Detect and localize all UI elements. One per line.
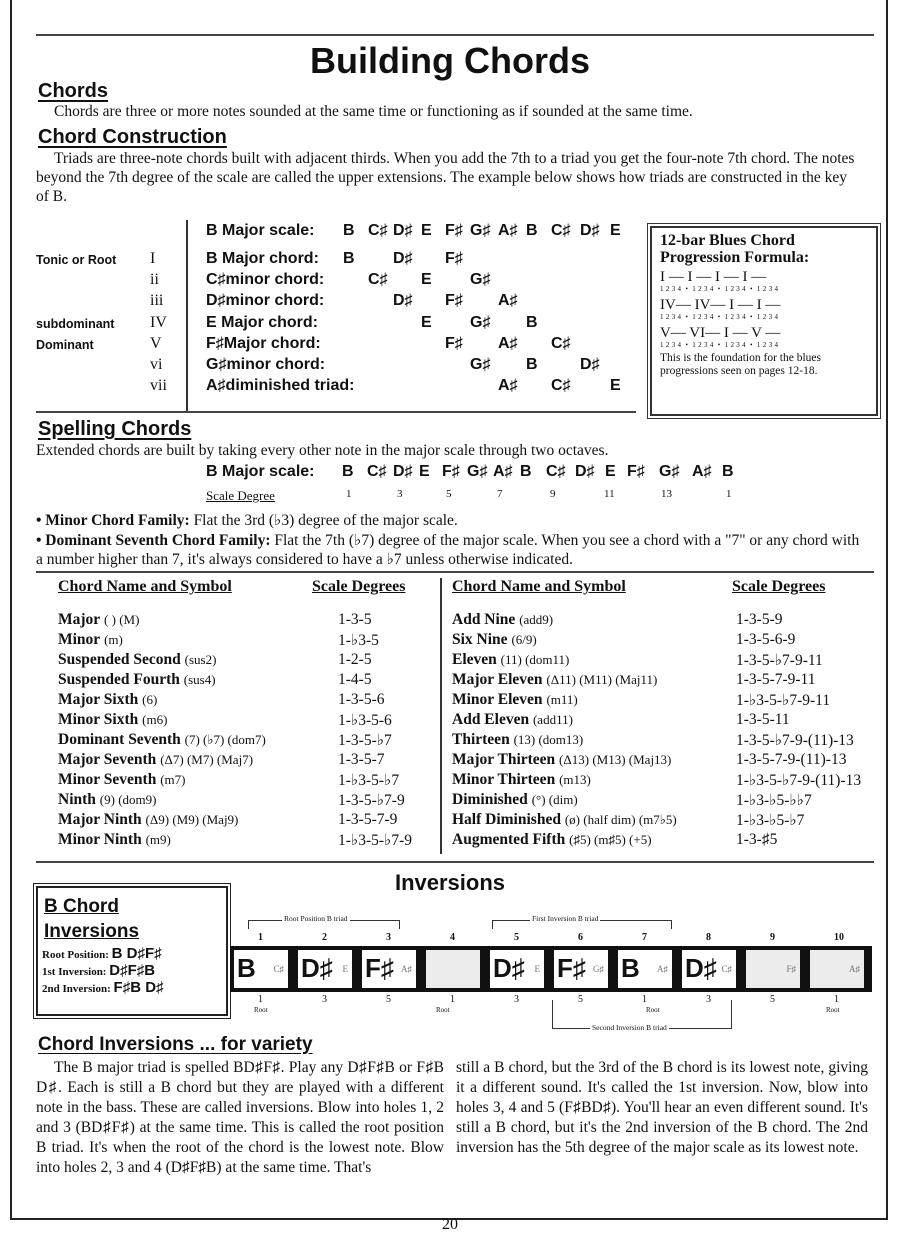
triad-note: A♯ (498, 335, 518, 352)
chord-degrees: 1-3-5-6-9 (736, 631, 796, 648)
chord-symbol: (m9) (145, 832, 171, 847)
chord-degrees: 1-3-5-7-9 (338, 811, 398, 828)
triad-note: G♯ (470, 314, 491, 331)
scale-note: C♯ (368, 222, 388, 239)
chord-symbol: (m6) (142, 712, 168, 727)
chord-row (58, 751, 253, 771)
spelling-scale-note: D♯ (393, 463, 413, 480)
chord-degrees: 1-♭3-5-♭7-9-(11)-13 (736, 772, 862, 789)
chord-row (452, 811, 677, 831)
scale-degree-label: Scale Degree (206, 488, 275, 503)
chord-degrees: 1-♭3-♭5-♭7 (736, 812, 805, 829)
construction-heading: Chord Construction (38, 126, 227, 148)
hole-draw-note: A♯ (401, 964, 412, 974)
chord-degrees: 1-3-5-♭7-9-11 (736, 652, 823, 669)
top-rule (36, 34, 874, 36)
construction-text: Triads are three-note chords built with adjacent thirds. When you add the 7th to a triad you get the four-note 7th chord. The notes beyond the 7th degree of the scale are called the upper extensions. The example below shows how triads are constructed in the key of B. (36, 150, 855, 205)
chord-name: Eleven (452, 651, 497, 668)
chord-row (58, 611, 139, 631)
hole-number: 8 (706, 932, 711, 943)
inversions-box-title-2: Inversions (44, 921, 140, 942)
chord-symbol: (m7) (160, 772, 186, 787)
root-marker: Root (436, 1006, 450, 1014)
chord-name: Major Eleven (452, 671, 543, 688)
chord-name: Add Nine (452, 611, 516, 628)
triad-note: D♯ (393, 250, 413, 267)
chord-name: Augmented Fifth (452, 831, 566, 848)
blues-row: IV— IV— I — I — (660, 297, 781, 313)
triad-chord-name: B Major chord: (206, 250, 319, 267)
triad-row-vi (36, 356, 636, 378)
chord-name: Minor Sixth (58, 711, 139, 728)
harmonica-hole (426, 950, 480, 988)
triad-note: B (526, 356, 538, 373)
harmonica-hole (746, 950, 800, 988)
chord-symbol: (13) (dom13) (513, 732, 584, 747)
variety-column-2: still a B chord, but the 3rd of the B chord is its lowest note, giving it a different sound. It's called the 1st inversion. Now, blow into holes 3, 4 and 5 (F♯BD♯). You'll hear an even different sound. It's still a B chord, but it's the 2nd inversion of the B chord. The 2nd inversion has the 5th degree of the major scale as its lowest note. (456, 1059, 868, 1156)
chord-symbol: ( ) (M) (104, 612, 140, 627)
chord-degrees: 1-3-5-7 (338, 751, 385, 768)
scale-degree: 1 (726, 488, 732, 500)
chord-symbol: (6/9) (511, 632, 537, 647)
chord-degrees: 1-3-♯5 (736, 831, 778, 848)
chords-heading: Chords (38, 80, 108, 102)
spelling-scale-note: E (419, 463, 430, 480)
spelling-scale-note: F♯ (627, 463, 645, 480)
chord-symbol: (7) (♭7) (dom7) (184, 732, 266, 747)
chord-row (58, 691, 157, 711)
triad-row-vii (36, 377, 636, 399)
hole-draw-note: C♯ (721, 964, 732, 974)
blues-formula-box (650, 226, 878, 416)
hole-blow-note: B (237, 953, 256, 983)
chord-symbol: (sus2) (184, 652, 217, 667)
spelling-scale-note: A♯ (692, 463, 712, 480)
triad-note: A♯ (498, 292, 518, 309)
scale-degree: 11 (604, 488, 615, 500)
harmonica-hole (234, 950, 288, 988)
triad-note: C♯ (551, 335, 571, 352)
hole-number: 1 (258, 932, 263, 943)
harmonica-hole (682, 950, 736, 988)
chord-name: Six Nine (452, 631, 508, 648)
chord-name: Minor (58, 631, 101, 648)
hole-number: 10 (834, 932, 844, 943)
triad-note: D♯ (393, 292, 413, 309)
scale-note: E (610, 222, 621, 239)
chord-row (58, 731, 266, 751)
chord-symbol: (Δ9) (M9) (Maj9) (145, 812, 239, 827)
scale-note: A♯ (498, 222, 518, 239)
triad-note: D♯ (580, 356, 600, 373)
hole-draw-note: A♯ (657, 964, 668, 974)
chord-degrees: 1-3-5-9 (736, 611, 783, 628)
chord-degrees: 1-♭3-5-♭7-9 (338, 832, 413, 849)
spelling-scale-label: B Major scale: (206, 463, 315, 480)
chord-row (452, 751, 671, 771)
triad-bottom-rule (36, 411, 636, 413)
hole-blow-note: D♯ (685, 953, 717, 983)
spelling-scale-note: D♯ (575, 463, 595, 480)
scale-note: D♯ (393, 222, 413, 239)
second-inversion-notes: F♯B D♯ (113, 979, 164, 996)
chord-degrees: 1-3-5-6 (338, 691, 385, 708)
first-inversion-row (42, 963, 226, 980)
chord-name: Minor Thirteen (452, 771, 556, 788)
hole-degree: 5 (770, 994, 775, 1005)
hole-degree: 5 (578, 994, 583, 1005)
chord-name: Major Sixth (58, 691, 139, 708)
hole-degree: 3 (706, 994, 711, 1005)
chord-row (58, 791, 156, 811)
second-inversion-row (42, 980, 226, 997)
scale-note: G♯ (470, 222, 491, 239)
chord-symbol: (add9) (519, 612, 554, 627)
hole-draw-note: F♯ (786, 964, 796, 974)
chord-name: Suspended Second (58, 651, 181, 668)
second-inversion-bracket-label: Second Inversion B triad (592, 1023, 667, 1032)
chord-name: Add Eleven (452, 711, 530, 728)
triad-numeral: I (150, 250, 156, 267)
chord-name: Dominant Seventh (58, 731, 181, 748)
chord-symbol: (m) (104, 632, 123, 647)
spelling-scale-note: B (342, 463, 354, 480)
chord-degrees: 1-3-5 (338, 611, 372, 628)
spelling-scale-note: C♯ (546, 463, 566, 480)
hole-degree: 3 (322, 994, 327, 1005)
harmonica-hole (554, 950, 608, 988)
hole-degree: 1 (450, 994, 455, 1005)
hole-blow-note: F♯ (365, 953, 394, 983)
triad-function-label: Dominant (36, 338, 94, 352)
scale-degree: 9 (550, 488, 556, 500)
right-header-name: Chord Name and Symbol (452, 578, 626, 595)
chord-row (452, 831, 652, 851)
minor-family-line (36, 511, 866, 530)
chord-name: Minor Seventh (58, 771, 157, 788)
blues-count: 1 2 3 4 • 1 2 3 4 • 1 2 3 4 • 1 2 3 4 (660, 313, 779, 321)
triad-row-iv (36, 314, 636, 336)
root-marker: Root (826, 1006, 840, 1014)
hole-draw-note: E (534, 964, 540, 974)
scale-row (36, 222, 636, 244)
dominant-family-line (36, 531, 866, 569)
chord-row (452, 631, 537, 651)
hole-draw-note: A♯ (849, 964, 860, 974)
triad-row-v (36, 335, 636, 357)
triad-chord-name: D♯minor chord: (206, 292, 325, 309)
chord-row (58, 631, 123, 651)
root-position-notes: B D♯F♯ (111, 945, 162, 962)
first-inversion-label: 1st Inversion: (42, 966, 107, 978)
chord-symbol: (Δ13) (M13) (Maj13) (559, 752, 672, 767)
chord-degrees: 1-3-5-7-9-(11)-13 (736, 751, 847, 768)
hole-degree: 1 (642, 994, 647, 1005)
page-title: Building Chords (310, 40, 590, 81)
hole-number: 7 (642, 932, 647, 943)
triad-note: G♯ (470, 271, 491, 288)
blues-count: 1 2 3 4 • 1 2 3 4 • 1 2 3 4 • 1 2 3 4 (660, 341, 779, 349)
chord-degrees: 1-3-5-♭7 (338, 732, 392, 749)
triad-note: A♯ (498, 377, 518, 394)
scale-degree: 3 (397, 488, 403, 500)
b-chord-inversions-box (36, 886, 228, 1016)
left-header-degrees: Scale Degrees (312, 578, 406, 595)
chord-symbol: (9) (dom9) (99, 792, 157, 807)
chord-row (58, 771, 185, 791)
chord-degrees: 1-3-5-7-9-11 (736, 671, 816, 688)
spelling-scale-note: A♯ (493, 463, 513, 480)
triad-note: C♯ (551, 377, 571, 394)
chord-degrees: 1-♭3-5 (338, 632, 379, 649)
triad-chord-name: G♯minor chord: (206, 356, 326, 373)
chord-symbol: (11) (dom11) (500, 652, 570, 667)
chord-symbol: (♯5) (m♯5) (+5) (569, 832, 652, 847)
triad-note: F♯ (445, 335, 463, 352)
right-header-degrees: Scale Degrees (732, 578, 826, 595)
spelling-scale-note: G♯ (467, 463, 488, 480)
scale-degree: 7 (497, 488, 503, 500)
triad-chord-name: F♯Major chord: (206, 335, 321, 352)
harmonica-hole (810, 950, 864, 988)
chord-degrees: 1-♭3-♭5-♭♭7 (736, 792, 812, 809)
harmonica-hole (490, 950, 544, 988)
triad-numeral: iii (150, 292, 164, 309)
chord-symbol: (Δ7) (M7) (Maj7) (160, 752, 254, 767)
chord-row (58, 831, 171, 851)
triad-note: E (421, 271, 432, 288)
minor-family-text: Flat the 3rd (♭3) degree of the major scale. (193, 512, 458, 529)
triad-chord-name: E Major chord: (206, 314, 319, 331)
chords-text: Chords are three or more notes sounded at the same time or functioning as if sounded at the same time. (54, 103, 693, 120)
chord-degrees: 1-♭3-5-6 (338, 712, 392, 729)
chord-degrees: 1-3-5-♭7-9 (338, 792, 405, 809)
scale-note: B (343, 222, 355, 239)
inversions-rule (36, 861, 874, 863)
root-marker: Root (646, 1006, 660, 1014)
spelling-text: Extended chords are built by taking every other note in the major scale through two octaves. (36, 442, 609, 459)
spelling-scale-note: E (605, 463, 616, 480)
chord-name: Major Ninth (58, 811, 142, 828)
scale-note: E (421, 222, 432, 239)
scale-note: C♯ (551, 222, 571, 239)
triad-note: E (610, 377, 621, 394)
triad-chord-name: C♯minor chord: (206, 271, 325, 288)
dominant-family-text: Flat the 7th (♭7) degree of the major scale. When you see a chord with a "7" or any chord with a number higher than 7, it's always considered to have a ♭7 unless otherwise indicated. (36, 532, 860, 568)
blues-row: I — I — I — I — (660, 269, 767, 285)
triad-numeral: vi (150, 356, 163, 373)
variety-heading: Chord Inversions ... for variety (38, 1034, 313, 1055)
chord-degrees: 1-♭3-5-♭7 (338, 772, 400, 789)
chord-row (452, 731, 583, 751)
hole-number: 2 (322, 932, 327, 943)
root-marker: Root (254, 1006, 268, 1014)
harmonica-diagram (230, 946, 872, 992)
chord-row (452, 711, 573, 731)
chord-row (58, 711, 167, 731)
chord-name: Major Thirteen (452, 751, 556, 768)
chord-name: Ninth (58, 791, 96, 808)
triad-row-i (36, 250, 636, 272)
chord-symbol: (m11) (546, 692, 578, 707)
hole-number: 9 (770, 932, 775, 943)
chord-symbol: (6) (142, 692, 158, 707)
chord-symbol: (°) (dim) (531, 792, 578, 807)
chord-row (452, 791, 578, 811)
chord-symbol: (sus4) (183, 672, 216, 687)
triad-note: G♯ (470, 356, 491, 373)
hole-draw-note: E (342, 964, 348, 974)
triad-numeral: IV (150, 314, 167, 331)
root-position-bracket-label: Root Position B triad (284, 914, 348, 923)
spelling-scale-note: C♯ (367, 463, 387, 480)
chord-degrees: 1-3-5-11 (736, 711, 790, 728)
scale-degree: 1 (346, 488, 352, 500)
inversions-box-title (44, 894, 226, 944)
chord-symbol: (ø) (half dim) (m7♭5) (564, 812, 677, 827)
hole-number: 5 (514, 932, 519, 943)
inversions-heading: Inversions (394, 870, 506, 895)
chord-degrees: 1-4-5 (338, 671, 372, 688)
scale-degree: 5 (446, 488, 452, 500)
triad-function-label: subdominant (36, 317, 115, 331)
triad-note: B (343, 250, 355, 267)
scale-label: B Major scale: (206, 222, 315, 239)
hole-blow-note: D♯ (301, 953, 333, 983)
inversions-box-title-1: B Chord (44, 896, 119, 917)
chord-row (452, 611, 553, 631)
triad-row-iii (36, 292, 636, 314)
chord-name: Thirteen (452, 731, 510, 748)
triad-numeral: ii (150, 271, 159, 288)
scale-note: D♯ (580, 222, 600, 239)
chord-symbol: (Δ11) (M11) (Maj11) (546, 672, 658, 687)
triad-numeral: V (150, 335, 162, 352)
triad-numeral: vii (150, 377, 167, 394)
harmonica-hole (298, 950, 352, 988)
page-number: 20 (442, 1216, 458, 1233)
spelling-scale-note: F♯ (442, 463, 460, 480)
blues-row: V— VI— I — V — (660, 325, 781, 341)
hole-number: 6 (578, 932, 583, 943)
hole-number: 4 (450, 932, 455, 943)
triad-note: C♯ (368, 271, 388, 288)
spelling-heading: Spelling Chords (38, 418, 192, 440)
chord-symbol: (add11) (532, 712, 573, 727)
chord-row (58, 651, 216, 671)
chord-row (452, 771, 591, 791)
hole-blow-note: F♯ (557, 953, 586, 983)
first-inversion-bracket-label: First Inversion B triad (532, 914, 599, 923)
harmonica-hole (618, 950, 672, 988)
minor-family-label: • Minor Chord Family: (36, 512, 190, 529)
first-inversion-notes: D♯F♯B (109, 962, 156, 979)
hole-blow-note: D♯ (493, 953, 525, 983)
spelling-scale-note: G♯ (659, 463, 680, 480)
triad-function-label: Tonic or Root (36, 253, 117, 267)
hole-blow-note: B (621, 953, 640, 983)
chord-name: Diminished (452, 791, 528, 808)
chord-name: Major (58, 611, 101, 628)
left-header-name: Chord Name and Symbol (58, 578, 232, 595)
second-inversion-label: 2nd Inversion: (42, 983, 111, 995)
chord-row (452, 671, 657, 691)
hole-degree: 3 (514, 994, 519, 1005)
hole-draw-note: G♯ (593, 964, 604, 974)
triad-row-ii (36, 271, 636, 293)
root-position-row (42, 946, 226, 963)
scale-degree: 13 (661, 488, 672, 500)
hole-degree: 1 (258, 994, 263, 1005)
chord-name: Suspended Fourth (58, 671, 180, 688)
chord-symbol: (m13) (559, 772, 591, 787)
spelling-scale-note: B (722, 463, 734, 480)
chord-name: Half Diminished (452, 811, 561, 828)
table-top-rule (36, 571, 874, 573)
dominant-family-label: • Dominant Seventh Chord Family: (36, 532, 271, 549)
scale-note: F♯ (445, 222, 463, 239)
harmonica-hole (362, 950, 416, 988)
chord-name: Major Seventh (58, 751, 157, 768)
chord-row (452, 691, 578, 711)
chord-row (58, 671, 216, 691)
triad-note: B (526, 314, 538, 331)
chord-name: Minor Ninth (58, 831, 142, 848)
chord-degrees: 1-3-5-♭7-9-(11)-13 (736, 732, 854, 749)
table-divider (440, 578, 442, 854)
hole-degree: 1 (834, 994, 839, 1005)
chord-name: Minor Eleven (452, 691, 543, 708)
blues-title: 12-bar Blues Chord Progression Formula: (660, 232, 810, 266)
triad-chord-name: A♯diminished triad: (206, 377, 355, 394)
chord-degrees: 1-♭3-5-♭7-9-11 (736, 692, 831, 709)
chord-row (452, 651, 569, 671)
hole-degree: 5 (386, 994, 391, 1005)
chord-degrees: 1-2-5 (338, 651, 372, 668)
triad-note: F♯ (445, 292, 463, 309)
hole-draw-note: C♯ (273, 964, 284, 974)
blues-count: 1 2 3 4 • 1 2 3 4 • 1 2 3 4 • 1 2 3 4 (660, 285, 779, 293)
triad-note: F♯ (445, 250, 463, 267)
triad-note: E (421, 314, 432, 331)
blues-footer: This is the foundation for the blues progressions seen on pages 12-18. (660, 352, 821, 377)
root-position-label: Root Position: (42, 949, 109, 961)
hole-number: 3 (386, 932, 391, 943)
chord-row (58, 811, 238, 831)
scale-note: B (526, 222, 538, 239)
spelling-scale-note: B (520, 463, 532, 480)
variety-column-1: The B major triad is spelled BD♯F♯. Play any D♯F♯B or F♯B D♯. Each is still a B chord but they are played with a different note in the bass. These are called inversions. Blow into holes 1, 2 and 3 (BD♯F♯) at the same time. This is called the root position B triad. It's when the root of the chord is the lowest note. Blow into holes 2, 3 and 4 (D♯F♯B) at the same time. That's (36, 1059, 444, 1176)
